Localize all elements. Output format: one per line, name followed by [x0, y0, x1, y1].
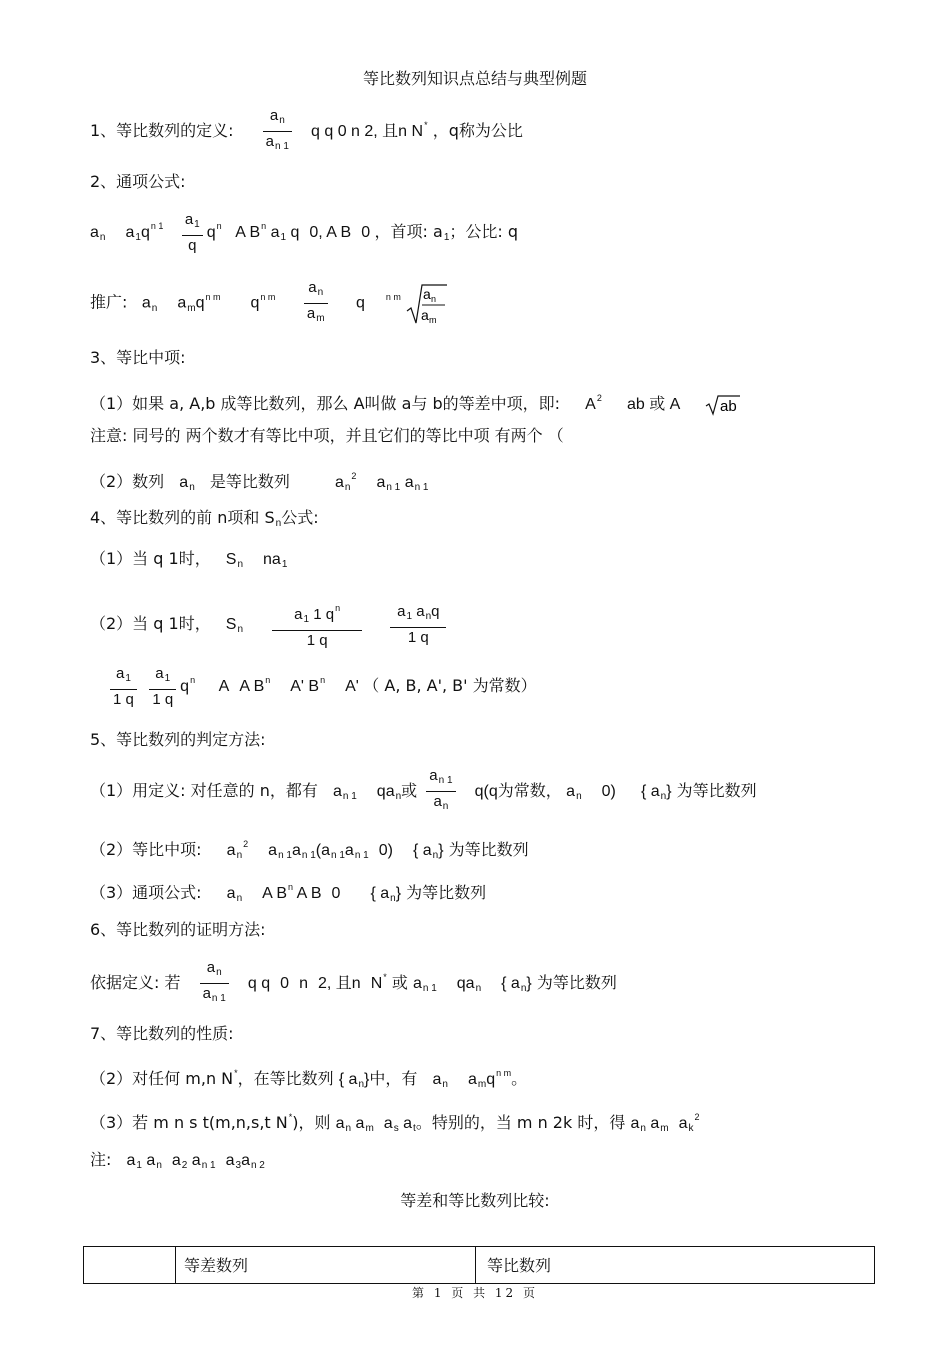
section-6-line-1: 依据定义: 若 $\frac{a_n}{a_{n 1}}$ q q 0 n 2, 且n N* 或 $a_{n 1}$ $qa_n$ { $a_n$} 为等比数列 [90, 959, 617, 1004]
nth-root-icon [405, 283, 449, 325]
section-5-line-2: （2）等比中项: $a_n^2$ $a_{n 1}a_{n 1}(a_{n 1}a_{n 1}$ 0) { $a_n$} 为等比数列 [90, 839, 529, 861]
section-5-label: 5、等比数列的判定方法: [90, 730, 266, 749]
table-header-geometric: 等比数列 [487, 1256, 552, 1275]
svg-text:a: a [423, 285, 432, 302]
section-3-label: 3、等比中项: [90, 348, 186, 367]
section-4-label: 4、等比数列的前 n项和 $S_n$公式: [90, 508, 319, 529]
section-5-line-1: （1）用定义: 对任意的 n，都有 $a_{n 1}$ $qa_n$或 $\frac{a_{n 1}}{a_n}$ q(q为常数， $a_n$ 0) { $a_n$} 为等比数列 [90, 767, 757, 812]
generalized-label: 推广: [90, 292, 128, 312]
section-4-case-2-expansion: $\frac{a_1}{1 q}$ $\frac{a_1}{1 q}$ $q^n$ A A $B^n$ A' $B^n$ A' （ A, B, A', B' 为常数） [106, 666, 537, 708]
sqrt-icon [705, 394, 741, 416]
section-1-definition: 1、等比数列的定义: $\frac{a_n}{a_{n 1}}$ q q 0 n 2, 且n N* ，q称为公比 [90, 108, 523, 155]
section-3-line-2: （2）数列 $a_n$ 是等比数列 $a_n^2$ $a_{n 1}$ $a_{n 1}$ [90, 471, 429, 493]
page-title: 等比数列知识点总结与典型例题 [362, 69, 587, 88]
svg-text:n: n [431, 293, 437, 304]
page-footer: 第 1 页 共 12 页 [412, 1286, 538, 1300]
section-5-line-3: （3）通项公式: $a_n$ A $B^n$ A B 0 { $a_n$} 为等比数列 [90, 882, 487, 904]
comparison-title: 等差和等比数列比较: [400, 1191, 550, 1210]
section-6-label: 6、等比数列的证明方法: [90, 920, 266, 939]
section-3-note: 注意: 同号的 两个数才有等比中项，并且它们的等比中项 有两个 （ [90, 426, 564, 445]
section-7-note: 注: $a_1$ $a_n$ $a_2$ $a_{n 1}$ $a_3a_{n 2}$ [90, 1150, 265, 1171]
section-1-label: 1、等比数列的定义: [90, 121, 234, 140]
comparison-table [83, 1246, 875, 1284]
generalized-formula: 推广: $a_n$ $a_mq^{n m}$ $q^{n m}$ $\frac{a_n}{a_m}$ q $^{n m}$ a n a m [90, 280, 449, 327]
svg-text:ab: ab [720, 397, 738, 415]
section-7-line-3: （3）若 m n s t(m,n,s,t N*)，则 $a_n$ $a_m$ $a_s$ $a_t$。特别的，当 m n 2k 时，得 $a_n$ $a_m$ $a_k^2$ [90, 1112, 700, 1134]
definition-condition: q q 0 n 2, 且n N [311, 123, 424, 140]
ratio-fraction: $\frac{a_n}{a_{n 1}}$ [263, 108, 292, 155]
section-3-line-1: （1）如果 a, A,b 成等比数列，那么 A叫做 a与 b的等差中项，即: $A^2$ ab 或 A ab [90, 388, 741, 416]
section-7-label: 7、等比数列的性质: [90, 1024, 234, 1043]
svg-text:m: m [429, 314, 437, 325]
section-2-label: 2、通项公式: [90, 172, 186, 191]
section-4-case-1: （1）当 q 1时， $S_n$ $na_1$ [90, 549, 288, 570]
general-term-formula: $a_n$ $a_1q^{n 1}$ $\frac{a_1}{q}$ $q^n$ A $B^n$ $a_1$ q 0, A B 0 ，首项: $a_1$；公比: q [90, 211, 519, 254]
table-header-arithmetic: 等差数列 [176, 1247, 476, 1283]
section-4-case-2: （2）当 q 1时， $S_n$ $\frac{a_1 1 q^n}{1 q}$ $\frac{a_1 a_nq}{1 q}$ [90, 600, 450, 649]
definition-tail: ，q称为公比 [432, 121, 523, 140]
svg-text:a: a [421, 306, 430, 323]
table-header-empty [84, 1247, 176, 1283]
section-7-line-2: （2）对任何 m,n N*，在等比数列 { $a_n$}中，有 $a_n$ $a_mq^{n m}$。 [90, 1068, 528, 1090]
